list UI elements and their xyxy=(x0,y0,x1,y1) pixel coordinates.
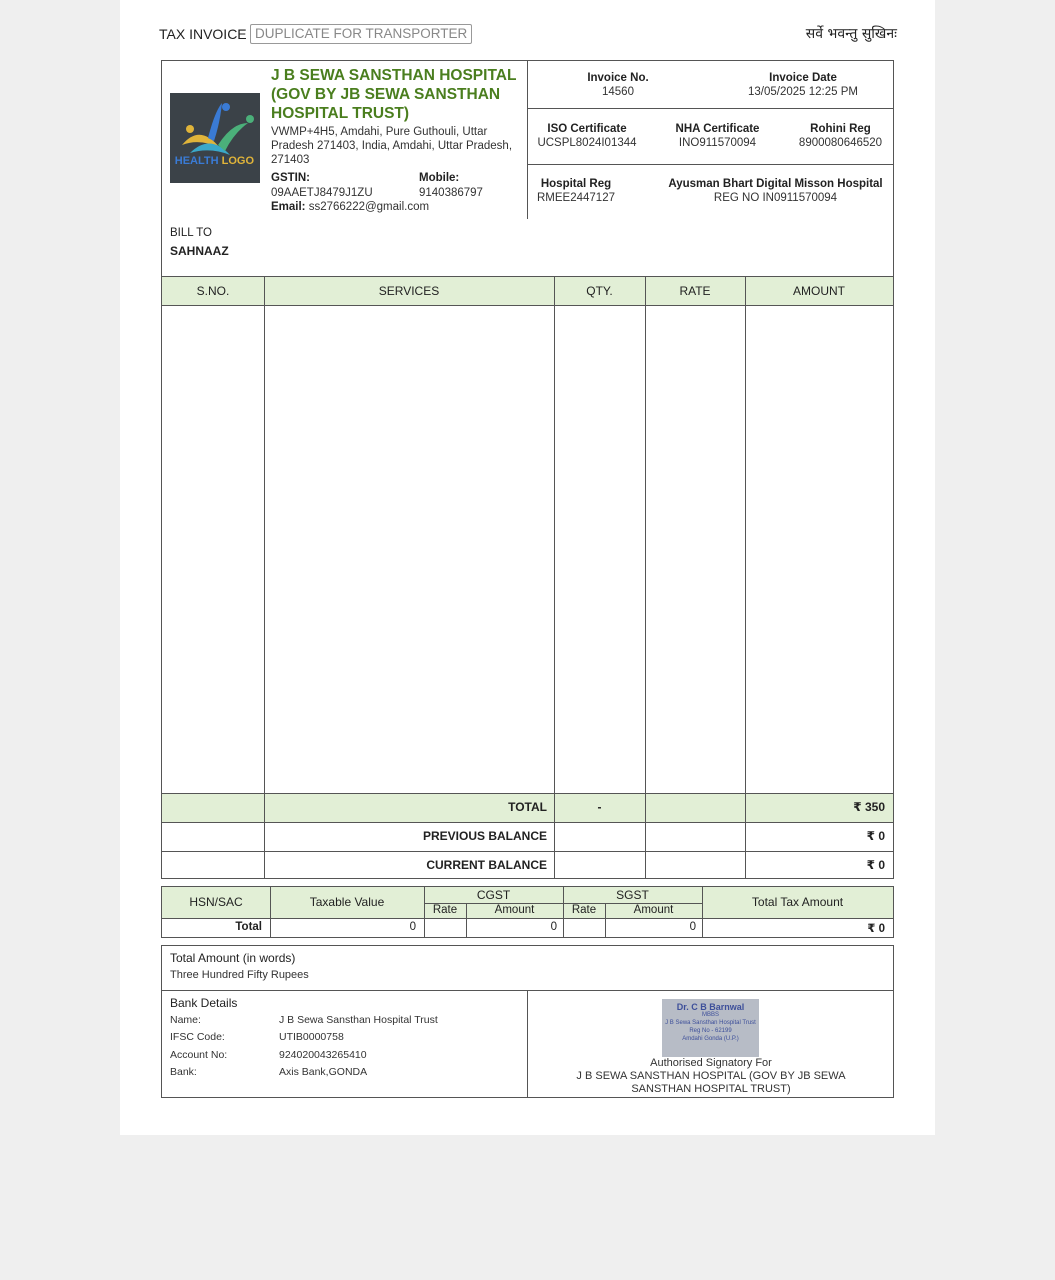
total-qty: - xyxy=(597,800,602,814)
divider xyxy=(645,277,646,878)
gstin-value: 09AAETJ8479J1ZU xyxy=(271,187,373,199)
hospital-info xyxy=(162,61,528,219)
bank-label: Bank: xyxy=(170,1066,197,1078)
services-table xyxy=(161,276,894,879)
hospital-reg-label: Hospital Reg xyxy=(540,178,612,190)
signature-section xyxy=(528,991,894,1097)
invoice-number xyxy=(568,71,668,99)
rohini-value: 8900080646520 xyxy=(798,137,883,149)
logo-text-a: HEALTH xyxy=(174,155,219,167)
ifsc-value: UTIB0000758 xyxy=(279,1031,344,1043)
cgst-rate-header: Rate xyxy=(432,904,458,916)
authorised-signatory-label: Authorised Signatory For xyxy=(650,1057,772,1069)
rohini-label: Rohini Reg xyxy=(810,123,871,135)
previous-balance-value: ₹ 0 xyxy=(866,829,885,843)
total-tax-header: Total Tax Amount xyxy=(751,895,844,909)
divider xyxy=(745,277,746,878)
current-balance-label: CURRENT BALANCE xyxy=(426,858,547,872)
motto-text: सर्वे भवन्तु सुखिनः xyxy=(805,26,897,42)
stamp-doctor-name: Dr. C B Barnwal xyxy=(676,1002,745,1012)
total-label: TOTAL xyxy=(508,800,547,814)
taxable-value-total: 0 xyxy=(409,921,416,933)
stamp-org: J B Sewa Sansthan Hospital Trust xyxy=(665,1020,756,1026)
col-header-qty: QTY. xyxy=(586,284,613,298)
cgst-amount-header: Amount xyxy=(494,904,535,916)
stamp-location: Amdahi Gonda (U.P.) xyxy=(682,1036,739,1042)
invoice-date-value: 13/05/2025 12:25 PM xyxy=(748,86,858,98)
hospital-reg xyxy=(533,177,619,205)
col-header-amount: AMOUNT xyxy=(793,284,845,298)
account-no-value: 924020043265410 xyxy=(279,1049,367,1061)
patient-name: SAHNAAZ xyxy=(170,244,229,258)
account-no-label: Account No: xyxy=(170,1049,228,1061)
divider xyxy=(162,793,893,794)
divider xyxy=(162,305,893,306)
invoice-topbar xyxy=(159,24,899,46)
bank-account-name: J B Sewa Sansthan Hospital Trust xyxy=(279,1014,438,1026)
tax-summary-table xyxy=(161,886,894,938)
col-header-rate: RATE xyxy=(679,284,711,298)
col-header-services: SERVICES xyxy=(378,284,440,298)
authorised-signatory-name: J B SEWA SANSTHAN HOSPITAL (GOV BY JB SEWA SANSTHAN HOSPITAL TRUST) xyxy=(576,1070,846,1095)
bill-to-section xyxy=(161,219,894,277)
nha-value: INO911570094 xyxy=(678,137,757,149)
divider xyxy=(162,822,893,823)
stamp-reg: Reg No - 62199 xyxy=(689,1028,732,1034)
gstin-label: GSTIN: xyxy=(271,172,310,184)
invoice-meta-row-2 xyxy=(528,109,893,165)
divider xyxy=(264,277,265,878)
ifsc-label: IFSC Code: xyxy=(170,1031,225,1043)
amount-in-words xyxy=(161,945,894,991)
tax-total-label: Total xyxy=(235,921,262,933)
taxable-value-header: Taxable Value xyxy=(309,895,385,909)
invoice-date-label: Invoice Date xyxy=(769,72,837,84)
abdm-value: REG NO IN0911570094 xyxy=(713,192,838,204)
total-tax-amount: ₹ 0 xyxy=(867,923,885,935)
mobile-label: Mobile: xyxy=(419,172,460,184)
col-header-sno: S.NO. xyxy=(196,284,230,298)
signature-stamp-image xyxy=(662,999,759,1057)
hospital-name: J B SEWA SANSTHAN HOSPITAL (GOV BY JB SEWA SANSTHAN HOSPITAL TRUST) xyxy=(271,67,517,122)
logo-text-b: LOGO xyxy=(221,155,254,167)
iso-certificate xyxy=(532,122,642,150)
bank-details-heading: Bank Details xyxy=(170,996,238,1010)
mobile-value: 9140386797 xyxy=(419,187,483,199)
previous-balance-label: PREVIOUS BALANCE xyxy=(422,829,547,843)
cgst-amount-total: 0 xyxy=(550,921,557,933)
rohini-reg xyxy=(788,122,893,150)
amount-words-label: Total Amount (in words) xyxy=(170,951,296,965)
cgst-header: CGST xyxy=(476,888,511,902)
invoice-meta-row-1 xyxy=(528,61,893,109)
nha-certificate xyxy=(660,122,775,150)
invoice-header xyxy=(161,60,894,220)
divider xyxy=(554,277,555,878)
divider xyxy=(162,851,893,852)
hospital-address: VWMP+4H5, Amdahi, Pure Guthouli, Uttar Pradesh 271403, India, Amdahi, Uttar Pradesh, 271403 xyxy=(271,126,513,166)
iso-label: ISO Certificate xyxy=(547,123,627,135)
sgst-header: SGST xyxy=(616,888,649,902)
hospital-logo xyxy=(170,93,260,183)
invoice-page xyxy=(120,0,935,1135)
invoice-number-label: Invoice No. xyxy=(587,72,649,84)
bank-details xyxy=(162,991,528,1097)
stamp-degree: MBBS xyxy=(701,1012,719,1018)
logo-text xyxy=(170,155,260,167)
email-value: ss2766222@gmail.com xyxy=(308,201,430,213)
nha-label: NHA Certificate xyxy=(675,123,760,135)
invoice-number-value: 14560 xyxy=(602,86,634,98)
authorised-signatory xyxy=(528,1057,894,1096)
current-balance-value: ₹ 0 xyxy=(866,858,885,872)
abdm-reg xyxy=(658,177,893,205)
bank-and-signature xyxy=(161,990,894,1098)
email-label: Email: xyxy=(271,201,306,213)
email-line xyxy=(271,201,429,213)
bank-name-label: Name: xyxy=(170,1014,201,1026)
sgst-amount-total: 0 xyxy=(689,921,696,933)
sgst-amount-header: Amount xyxy=(633,904,674,916)
invoice-date xyxy=(723,71,883,99)
hsn-sac-header: HSN/SAC xyxy=(189,895,243,909)
total-amount: ₹ 350 xyxy=(853,800,885,814)
sgst-rate-header: Rate xyxy=(571,904,597,916)
health-logo-icon xyxy=(170,93,260,183)
amount-words-value: Three Hundred Fifty Rupees xyxy=(170,969,309,981)
invoice-meta xyxy=(528,61,893,219)
iso-value: UCSPL8024I01344 xyxy=(537,137,637,149)
document-title: TAX INVOICE xyxy=(159,26,247,42)
abdm-label: Ayusman Bhart Digital Misson Hospital xyxy=(668,178,883,190)
divider xyxy=(162,918,893,919)
hospital-reg-value: RMEE2447127 xyxy=(537,192,615,204)
bill-to-label: BILL TO xyxy=(170,227,212,239)
bank-value: Axis Bank,GONDA xyxy=(279,1066,368,1078)
copy-type-badge: DUPLICATE FOR TRANSPORTER xyxy=(250,24,472,44)
